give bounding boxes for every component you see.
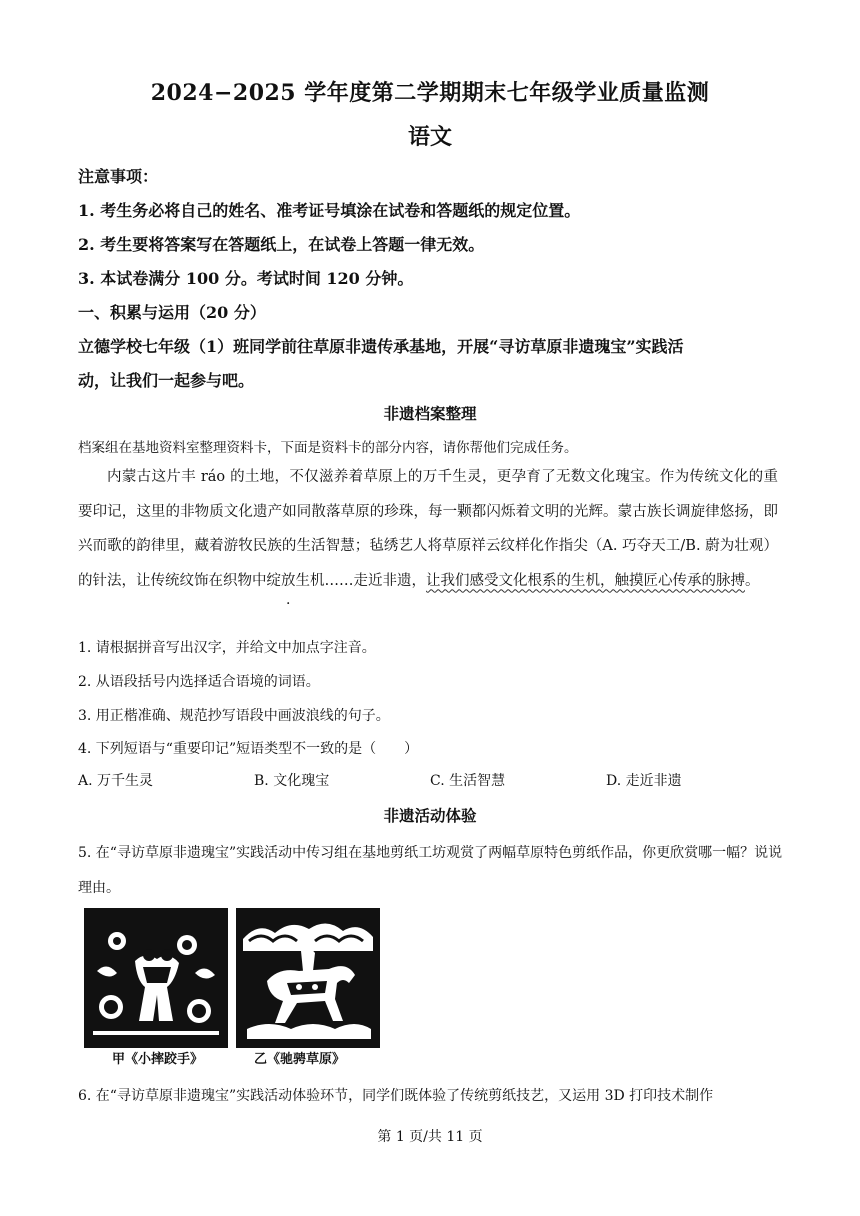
option-b: B. 文化瑰宝 xyxy=(254,773,330,789)
question-6: 6. 在“寻访草原非遗瑰宝”实践活动体验环节，同学们既体验了传统剪纸技艺，又运用 3D 打印技术制作 xyxy=(78,1088,714,1104)
question-2: 2. 从语段括号内选择适合语境的词语。 xyxy=(78,674,320,690)
section-heading-archive: 非遗档案整理 xyxy=(383,404,477,423)
question-1: 1. 请根据拼音写出汉字，并给文中加点字注音。 xyxy=(78,640,376,656)
wavy-underlined-sentence: 让我们感受文化根系的生机，触摸匠心传承的脉搏 xyxy=(426,572,745,589)
paper-cut-horse-rider-image xyxy=(236,908,380,1048)
notes-heading: 注意事项： xyxy=(78,167,159,186)
paper-cut-wrestlers-image xyxy=(84,908,228,1048)
reading-passage: 内蒙古这片丰 ráo 的土地，不仅滋养着草原上的万千生灵，更孕育了无数文化瑰宝。作为传统文化的重要印记，这里的非物质文化遗产如同散落草原的珍珠，每一颗都闪烁着文明的光辉。蒙古族长调旋律悠扬，即兴而歌的韵律里，藏着游牧民族的生活智慧；毡绣艺人将草原祥云纹样化作指尖（A. 巧夺天工/B. 蔚为壮观）的针法，让传统纹饰在织物中绽放生机……走近非遗，让我们感受文化根系的生机，触摸匠心传承的脉搏。 xyxy=(78,469,778,589)
question-3: 3. 用正楷准确、规范抄写语段中画波浪线的句子。 xyxy=(78,708,390,724)
paper-cut-wrestlers-icon xyxy=(87,911,225,1045)
section-instruction: 档案组在基地资料室整理资料卡，下面是资料卡的部分内容，请你帮他们完成任务。 xyxy=(78,440,578,456)
dotted-character: 绽 xyxy=(266,572,281,589)
option-c: C. 生活智慧 xyxy=(430,773,506,789)
notes-item-2: 2. 考生要将答案写在答题纸上，在试卷上答题一律无效。 xyxy=(78,235,485,254)
part1-heading: 一、积累与运用（20 分） xyxy=(78,303,266,322)
image-caption-1: 甲《小摔跤手》 xyxy=(112,1052,204,1067)
notes-item-3: 3. 本试卷满分 100 分。考试时间 120 分钟。 xyxy=(78,269,414,288)
notes-item-1: 1. 考生务必将自己的姓名、准考证号填涂在试卷和答题纸的规定位置。 xyxy=(78,201,581,220)
part1-intro-line2: 动，让我们一起参与吧。 xyxy=(78,371,255,390)
exam-title: 2024−2025 学年度第二学期期末七年级学业质量监测 xyxy=(150,80,710,106)
passage-text-2: 放生机……走近非遗， xyxy=(281,572,426,589)
exam-subject: 语文 xyxy=(407,124,452,150)
part1-intro-line1: 立德学校七年级（1）班同学前往草原非遗传承基地，开展“寻访草原非遗瑰宝”实践活 xyxy=(78,337,684,356)
section-heading-activity: 非遗活动体验 xyxy=(383,806,477,825)
paper-cut-horse-rider-icon xyxy=(239,911,377,1045)
option-a: A. 万千生灵 xyxy=(78,773,154,789)
image-caption-2: 乙《驰骋草原》 xyxy=(254,1052,346,1067)
question-4: 4. 下列短语与“重要印记”短语类型不一致的是（ ） xyxy=(78,741,419,757)
passage-text: 内蒙古这片丰 ráo 的土地，不仅滋养着草原上的万千生灵，更孕育了无数文化瑰宝。作为传统文化的重要印记，这里的非物质文化遗产如同散落草原的珍珠，每一颗都闪烁着文明的光辉。蒙古族长调旋律悠扬，即兴而歌的韵律里，藏着游牧民族的生活智慧；毡绣艺人将草原祥云纹样化作指尖（A. 巧夺天工/B. 蔚为壮观）的针法，让传统纹饰在织物中 xyxy=(78,469,778,589)
question-5: 5. 在“寻访草原非遗瑰宝”实践活动中传习组在基地剪纸工坊观赏了两幅草原特色剪纸作品，你更欣赏哪一幅？说说理由。 xyxy=(78,845,783,896)
page-number: 第 1 页/共 11 页 xyxy=(377,1129,483,1145)
option-d: D. 走近非遗 xyxy=(606,773,682,789)
